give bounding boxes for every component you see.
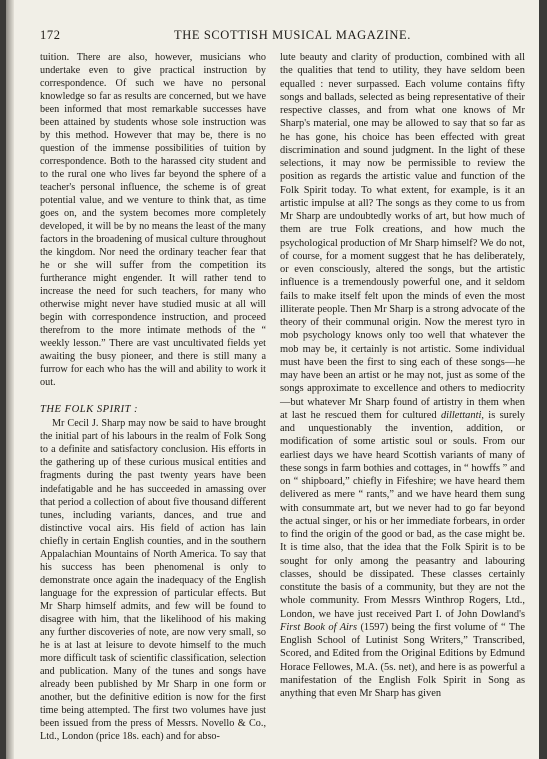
continued-paragraph: tuition. There are also, however, musicians who undertake even to give practical instruction by correspondence. Of such we have no personal knowledge so far as results are concerned, but we have been informed that most remarkable successes have been attained by students whose sole instruction was by this method. However that may be, there is no question of the immense possibilities of tuition by correspondence. Both to the harassed city student and to the rural one who lives far beyond the sphere of a teacher's personal influence, the scheme is of great potential value, and we venture to think that, as time goes on, and the system becomes more completely developed, it will be by no means the least of the many factors in the broadening of musical culture throughout the kingdom. Nor need the ordinary teacher fear that he or she will suffer from the competition its furtherance might engender. It will rather tend to increase the need for such teachers, for many who otherwise might never have studied music at all will begin with correspondence instruction, and proceed therefrom to the more intimate methods of the “ weekly lesson.” There are vast uncultivated fields yet awaiting the busy pioneer, and there is still many a furrow for each who has the will and ability to work it out.	[40, 52, 266, 389]
text-run-1: lute beauty and clarity of production, combined with all the qualities that tend to utility, they have seldom been equalled : never surpassed. Each volume contains fifty songs and ballads, selected as being representative of their respective classes, and from what one knows of Mr Sharp's material, one may be allowed to say that so far as he has gone, his choice has been effected with great discrimination and sound judgment. In the light of these selections, it may now be permissible to review the position as regards the artistic value and function of the Folk Spirit today. To what extent, for example, is it an artistic impulse at all? The songs as they come to us from Mr Sharp are undoubtedly works of art, but how much of them are true Folk creations, and how much the psychological production of Mr Sharp himself? We do not, of course, for a moment suggest that he has deliberately, or even consciously, altered the songs, but the artistic influence is a tremendously powerful one, and it seldom fails to make itself felt upon the minds of even the most illiterate people. Then Mr Sharp is a strong advocate of the theory of their communal origin. Now the merest tyro in mob psychology knows only too well that whatever the mob may be, it certainly is not artistic. Some individual must have been the first to sing each of these songs—he may have been an artist or he may not, just as some of the songs approximate to excellence and others to mediocrity—but whatever Mr Sharp found of artistry in them when at last he rescued them for cultured	[280, 52, 525, 421]
page-gutter-shadow	[6, 0, 14, 759]
text-run-2: , is surely and unquestionably the invention, addition, or modification of some artistic soul or souls. From our earliest days we have heard Scottish variants of many of these songs in farm bothies and cottages, in “ howffs ” and on “ shipboard,” chiefly in Fifeshire; we have heard them delivered as mere “ rants,” and we have heard them sung with consummate art, but we never had to go far beyond the actual singer, or his or her immediate forbears, in order to find the origin of the good or bad, as the case might be. It is time also, that the idea that the Folk Spirit is to be sought for only among the peasantry and labouring classes, should be dissipated. These classes certainly constitute the basis of a community, but they are not the whole community. From Messrs Winthrop Rogers, Ltd., London, we have just received Part I. of John Dowland's	[280, 409, 525, 620]
right-column	[280, 51, 525, 700]
right-column-paragraph	[280, 51, 525, 700]
page-number: 172	[40, 28, 61, 42]
page-header	[40, 28, 525, 44]
text-run-3: (1597) being the first volume of “ The English School of Lutinist Song Writers,” Transcribed, Scored, and Edited from the Original Editions by Edmund Horace Fellowes, M.A. (5s. net), and here is as powerful a manifestation of the English Folk Spirit in Song as anything that even Mr Sharp has given	[280, 621, 525, 699]
italic-dilettanti: dillettanti	[440, 409, 482, 421]
running-title: THE SCOTTISH MUSICAL MAGAZINE.	[174, 28, 411, 42]
italic-book-title: First Book of Airs	[280, 621, 358, 633]
section-heading-folk-spirit: THE FOLK SPIRIT :	[40, 404, 139, 416]
magazine-page	[6, 0, 539, 759]
left-column	[40, 51, 266, 743]
folk-spirit-paragraph: Mr Cecil J. Sharp may now be said to have brought the initial part of his labours in the realm of Folk Song to a definite and satisfactory conclusion. His efforts in the gathering up of these curious musical entities and fragments during the past twenty years have been indefatigable and he has succeeded in amassing over that period a collection of about five thousand different tunes, including variants, dances, and true and distinctive vocal airs. His field of action has lain chiefly in certain English counties, and in the southern Appalachian Mountains of North America. To say that his success has been phenomenal is only to demonstrate once again the inadequacy of the English language for the expression of particular effects. But Mr Sharp himself admits, and few will be found to disagree with him, that the likelihood of his making any further discoveries of note, are now very small, so he is at last at leisure to devote himself to the much more difficult task of scientific classification, selection and publication. Many of the tunes and songs have already been published by Mr Sharp in one form or another, but the definitive edition is now for the first time being attempted. The first two volumes have just been issued from the press of Messrs. Novello & Co., Ltd., London (price 18s. each) and for abso-	[40, 418, 266, 742]
